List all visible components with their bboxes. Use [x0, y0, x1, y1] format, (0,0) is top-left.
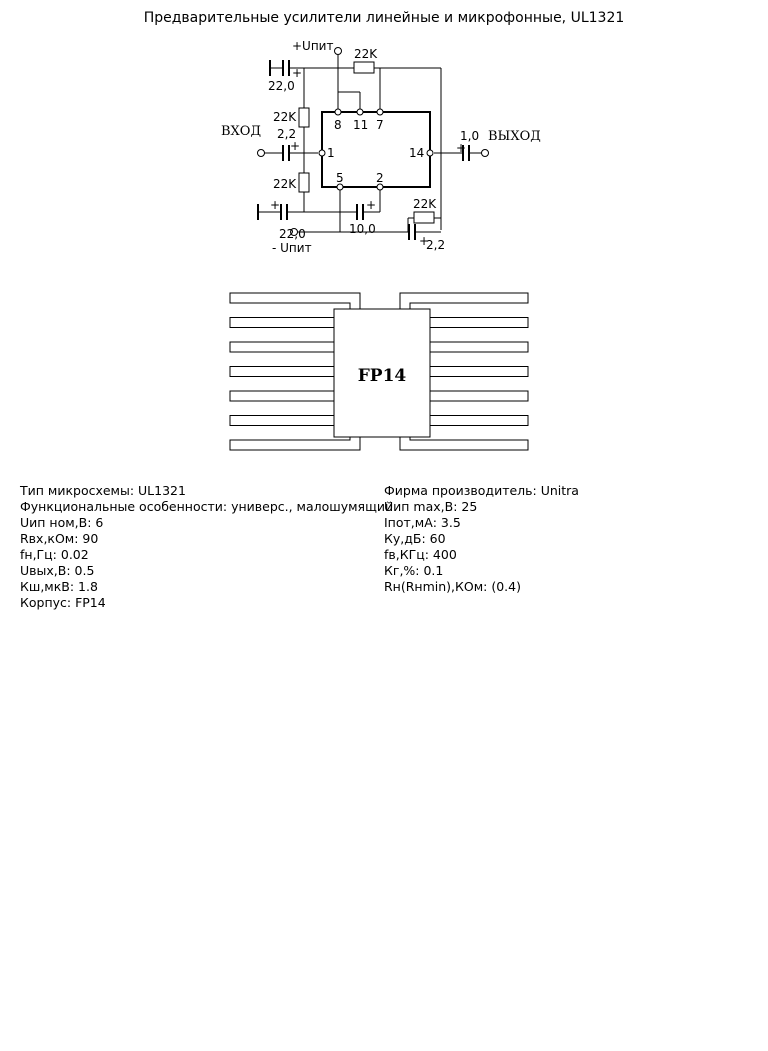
- specs-right: [384, 483, 764, 595]
- package-lead-left-7: [230, 437, 360, 450]
- spec-features: Функциональные особенности: универс., малошумящий: [20, 499, 394, 514]
- spec-supply-max: Uип max,В: 25: [384, 499, 478, 514]
- spec-high-freq: fв,КГц: 400: [384, 547, 457, 562]
- package-lead-left-5: [230, 391, 334, 401]
- label-r-fb: 22K: [413, 197, 437, 211]
- package-lead-right-2: [430, 318, 528, 328]
- label-output: ВЫХОД: [488, 129, 541, 144]
- spec-chip-type: Тип микросхемы: UL1321: [20, 483, 186, 498]
- pin-label-14: 14: [409, 146, 425, 160]
- pin-label-2: 2: [376, 171, 384, 185]
- label-plus-c-fb: +: [419, 234, 430, 248]
- specs-left: [20, 483, 394, 611]
- label-vplus: +Uпит: [292, 39, 334, 53]
- label-c-bottom: 22,0: [279, 227, 306, 241]
- package-lead-left-2: [230, 318, 334, 328]
- package-lead-right-6: [430, 416, 528, 426]
- package-lead-right-4: [430, 367, 528, 377]
- spec-low-freq: fн,Гц: 0.02: [20, 547, 89, 562]
- pin-label-5: 5: [336, 171, 344, 185]
- package-lead-left-3: [230, 342, 334, 352]
- label-plus-c-top: +: [292, 66, 303, 80]
- label-c-mid: 10,0: [349, 222, 376, 236]
- pin-label-8: 8: [334, 118, 342, 132]
- label-plus-c-in: +: [290, 139, 301, 153]
- package-lead-left-4: [230, 367, 334, 377]
- package-label: FP14: [357, 366, 407, 386]
- label-r-in-up: 22K: [273, 110, 297, 124]
- spec-output-voltage: Uвых,В: 0.5: [20, 563, 95, 578]
- spec-current: Iпот,мА: 3.5: [384, 515, 461, 530]
- label-plus-c-out: +: [456, 141, 467, 155]
- page-title: Предварительные усилители линейные и микрофонные, UL1321: [143, 10, 625, 26]
- label-c-out: 1,0: [460, 129, 480, 143]
- spec-package: Корпус: FP14: [20, 595, 106, 610]
- spec-manufacturer: Фирма производитель: Unitra: [384, 483, 579, 498]
- label-r-top: 22K: [354, 47, 378, 61]
- package-lead-left-6: [230, 416, 334, 426]
- label-c-fb: 2,2: [426, 238, 446, 252]
- pin-label-1: 1: [327, 146, 335, 160]
- pin-label-7: 7: [376, 118, 384, 132]
- label-input: ВХОД: [221, 124, 262, 139]
- pin-label-11: 11: [353, 118, 369, 132]
- label-plus-c-mid: +: [366, 198, 377, 212]
- label-c-top: 22,0: [268, 79, 295, 93]
- label-c-in: 2,2: [277, 127, 297, 141]
- spec-supply-nominal: Uип ном,В: 6: [20, 515, 104, 530]
- package-lead-right-1: [400, 293, 528, 309]
- spec-gain: Ку,дБ: 60: [384, 531, 446, 546]
- spec-distortion: Кг,%: 0.1: [384, 563, 444, 578]
- package-lead-left-1: [230, 293, 360, 309]
- label-plus-c-bottom: +: [270, 198, 281, 212]
- package-lead-right-3: [430, 342, 528, 352]
- label-r-in-down: 22K: [273, 177, 297, 191]
- label-vminus: - Uпит: [272, 241, 312, 255]
- package-lead-right-7: [400, 437, 528, 450]
- spec-input-resistance: Rвх,кОм: 90: [20, 531, 99, 546]
- spec-noise: Кш,мкВ: 1.8: [20, 579, 98, 594]
- spec-load: Rн(Rнmin),КОм: (0.4): [384, 579, 521, 594]
- package-lead-right-5: [430, 391, 528, 401]
- package-outline: [0, 0, 768, 470]
